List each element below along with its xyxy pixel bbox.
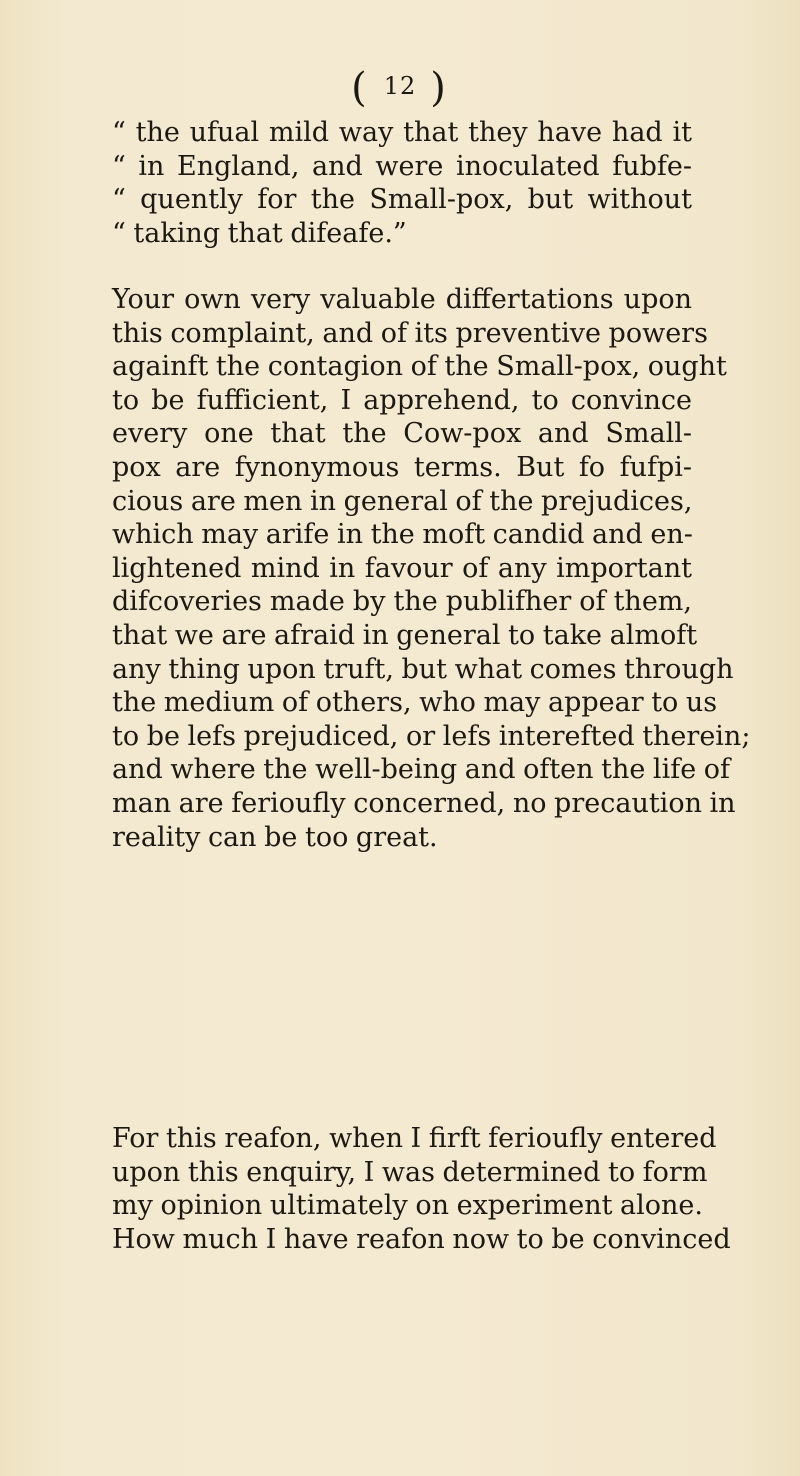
text-line: “ taking that difeafe.” (112, 217, 407, 249)
text-line: to be fufficient, I apprehend, to convince (112, 384, 692, 416)
page-number-open-paren: ( (351, 65, 370, 111)
text-line: Your own very valuable differtations upon (112, 284, 692, 315)
quotation-block (112, 116, 692, 250)
text-line: every one that the Cow-pox and Small- (112, 418, 692, 450)
text-line: “ quently for the Small-pox, but without (112, 184, 692, 216)
text-line: the medium of others, who may appear to us (112, 687, 718, 719)
page-number-close-paren: ) (430, 65, 449, 111)
paragraph-1 (112, 283, 751, 854)
text-line: upon this enquiry, I was determined to form (112, 1156, 708, 1188)
paragraph-2 (112, 1122, 731, 1256)
text-line: “ the ufual mild way that they have had it (112, 117, 692, 148)
page-number (0, 65, 800, 111)
text-line: againft the contagion of the Small-pox, ought (112, 351, 727, 383)
text-line: “ in England, and were inoculated fubfe- (112, 150, 692, 182)
text-line: For this reafon, when I firft ferioufly entered (112, 1123, 717, 1154)
page-number-value: 12 (383, 72, 417, 100)
text-line: lightened mind in favour of any important (112, 552, 692, 584)
text-line: pox are fynonymous terms. But fo fufpi- (112, 451, 692, 483)
text-line: reality can be too great. (112, 821, 438, 853)
text-line: difcoveries made by the publifher of them, (112, 586, 692, 618)
text-line: How much I have reafon now to be convinced (112, 1223, 731, 1255)
text-line: man are ferioufly concerned, no precaution in (112, 787, 736, 819)
text-line: my opinion ultimately on experiment alone. (112, 1190, 703, 1222)
text-line: and where the well-being and often the life of (112, 754, 731, 786)
text-line: which may arife in the moft candid and en- (112, 519, 693, 551)
text-line: this complaint, and of its preventive powers (112, 317, 708, 349)
text-line: any thing upon truft, but what comes through (112, 653, 734, 685)
text-line: to be lefs prejudiced, or lefs interefted therein; (112, 720, 751, 752)
text-line: that we are afraid in general to take almoft (112, 619, 698, 651)
text-line: cious are men in general of the prejudices, (112, 485, 693, 517)
